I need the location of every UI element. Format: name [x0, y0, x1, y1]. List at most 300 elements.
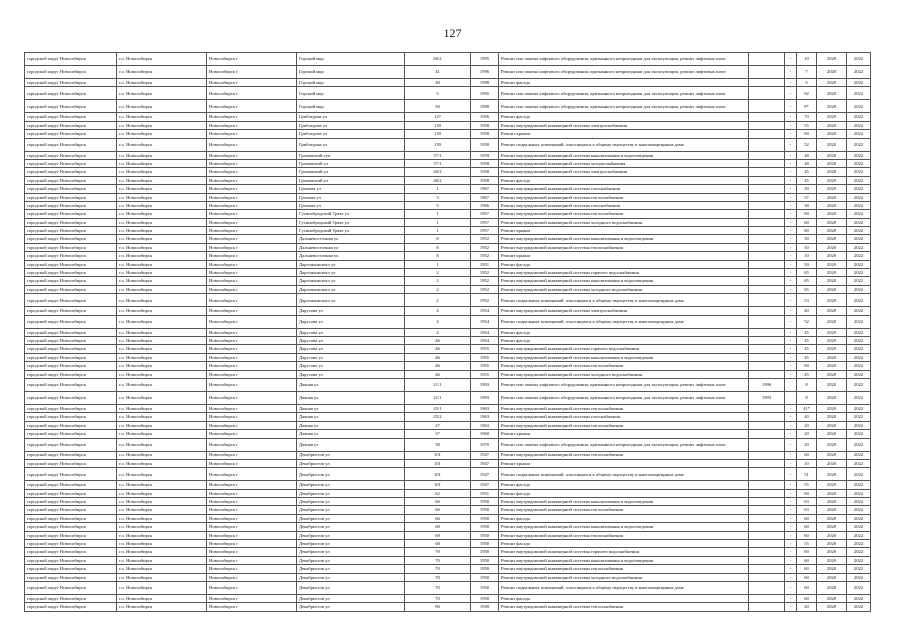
- dash-cell: -: [785, 468, 797, 481]
- district-cell: городской округ Новосибирск: [25, 498, 117, 506]
- start-year-cell: 2020: [817, 594, 847, 602]
- settlement-cell: Новосибирск г: [207, 438, 297, 451]
- dash-cell: -: [785, 269, 797, 277]
- dash-cell: -: [785, 459, 797, 467]
- district-cell: городской округ Новосибирск: [25, 548, 117, 556]
- street-cell: Дачная ул: [297, 378, 405, 391]
- build-year-cell: 1950: [471, 594, 499, 602]
- extra-year-cell: [749, 404, 785, 412]
- dash-cell: -: [785, 353, 797, 361]
- cost-cell: 10: [797, 53, 817, 66]
- street-cell: Громовский туп: [297, 151, 405, 159]
- extra-year-cell: [749, 269, 785, 277]
- house-number-cell: 46: [405, 353, 471, 361]
- district-cell: городской округ Новосибирск: [25, 468, 117, 481]
- dash-cell: -: [785, 315, 797, 328]
- build-year-cell: 1952: [471, 285, 499, 293]
- end-year-cell: 2022: [847, 100, 871, 113]
- district-cell: городской округ Новосибирск: [25, 151, 117, 159]
- table-row: [25, 540, 871, 548]
- extra-year-cell: [749, 451, 785, 459]
- municipality-cell: г.о. Новосибирск: [117, 307, 207, 315]
- dash-cell: -: [785, 193, 797, 201]
- extra-year-cell: [749, 345, 785, 353]
- municipality-cell: г.о. Новосибирск: [117, 498, 207, 506]
- house-number-cell: 46: [405, 370, 471, 378]
- work-type-cell: Ремонт или замена лифтового оборудования, признанного непригодным для эксплуатации, ремонт лифтовых шахт: [499, 87, 749, 100]
- extra-year-cell: [749, 285, 785, 293]
- extra-year-cell: [749, 87, 785, 100]
- build-year-cell: 1958: [471, 176, 499, 184]
- district-cell: городской округ Новосибирск: [25, 121, 117, 129]
- extra-year-cell: [749, 565, 785, 573]
- build-year-cell: 1952: [471, 269, 499, 277]
- start-year-cell: 2020: [817, 581, 847, 594]
- build-year-cell: 1955: [471, 370, 499, 378]
- dash-cell: -: [785, 404, 797, 412]
- end-year-cell: 2022: [847, 277, 871, 285]
- street-cell: Громова ул: [297, 185, 405, 193]
- cost-cell: 65: [797, 277, 817, 285]
- district-cell: городской округ Новосибирск: [25, 193, 117, 201]
- municipality-cell: г.о. Новосибирск: [117, 130, 207, 138]
- settlement-cell: Новосибирск г: [207, 100, 297, 113]
- settlement-cell: Новосибирск г: [207, 413, 297, 421]
- cost-cell: 53: [797, 294, 817, 307]
- work-type-cell: Ремонт внутридомовой инженерной системы теплоснабжения: [499, 565, 749, 573]
- extra-year-cell: 1996: [749, 378, 785, 391]
- street-cell: Декабристов ул: [297, 581, 405, 594]
- build-year-cell: 1954: [471, 336, 499, 344]
- start-year-cell: 2020: [817, 285, 847, 293]
- end-year-cell: 2022: [847, 79, 871, 87]
- start-year-cell: 2020: [817, 294, 847, 307]
- street-cell: Дальневосточная ул: [297, 252, 405, 260]
- build-year-cell: 1951: [471, 489, 499, 497]
- municipality-cell: г.о. Новосибирск: [117, 548, 207, 556]
- municipality-cell: г.о. Новосибирск: [117, 481, 207, 489]
- end-year-cell: 2022: [847, 53, 871, 66]
- cost-cell: 50: [797, 243, 817, 251]
- cost-cell: 50: [797, 260, 817, 268]
- build-year-cell: 1947: [471, 468, 499, 481]
- end-year-cell: 2022: [847, 138, 871, 151]
- work-type-cell: Ремонт внутридомовой инженерной системы теплоснабжения: [499, 210, 749, 218]
- table-row: [25, 362, 871, 370]
- start-year-cell: 2020: [817, 79, 847, 87]
- settlement-cell: Новосибирск г: [207, 260, 297, 268]
- table-row: [25, 498, 871, 506]
- end-year-cell: 2022: [847, 294, 871, 307]
- end-year-cell: 2022: [847, 438, 871, 451]
- work-type-cell: Ремонт крыши: [499, 252, 749, 260]
- street-cell: Дальневосточная ул: [297, 235, 405, 243]
- end-year-cell: 2022: [847, 193, 871, 201]
- district-cell: городской округ Новосибирск: [25, 523, 117, 531]
- cost-cell: 60: [797, 565, 817, 573]
- end-year-cell: 2022: [847, 404, 871, 412]
- work-type-cell: Ремонт крыши: [499, 130, 749, 138]
- start-year-cell: 2020: [817, 176, 847, 184]
- district-cell: городской округ Новосибирск: [25, 506, 117, 514]
- table-row: [25, 193, 871, 201]
- start-year-cell: 2020: [817, 113, 847, 121]
- municipality-cell: г.о. Новосибирск: [117, 531, 207, 539]
- build-year-cell: 1950: [471, 581, 499, 594]
- municipality-cell: г.о. Новосибирск: [117, 459, 207, 467]
- start-year-cell: 2020: [817, 556, 847, 564]
- house-number-cell: 5: [405, 201, 471, 209]
- house-number-cell: 2: [405, 285, 471, 293]
- settlement-cell: Новосибирск г: [207, 168, 297, 176]
- municipality-cell: г.о. Новосибирск: [117, 252, 207, 260]
- settlement-cell: Новосибирск г: [207, 481, 297, 489]
- end-year-cell: 2022: [847, 243, 871, 251]
- end-year-cell: 2022: [847, 168, 871, 176]
- house-number-cell: 68: [405, 540, 471, 548]
- settlement-cell: Новосибирск г: [207, 404, 297, 412]
- extra-year-cell: [749, 168, 785, 176]
- settlement-cell: Новосибирск г: [207, 594, 297, 602]
- dash-cell: -: [785, 540, 797, 548]
- start-year-cell: 2020: [817, 218, 847, 226]
- extra-year-cell: [749, 594, 785, 602]
- build-year-cell: 1958: [471, 130, 499, 138]
- work-type-cell: Ремонт внутридомовой инженерной системы холодного водоснабжения: [499, 285, 749, 293]
- street-cell: Даргомыжского ул: [297, 285, 405, 293]
- extra-year-cell: [749, 438, 785, 451]
- district-cell: городской округ Новосибирск: [25, 252, 117, 260]
- build-year-cell: 1947: [471, 459, 499, 467]
- settlement-cell: Новосибирск г: [207, 252, 297, 260]
- house-number-cell: 2: [405, 269, 471, 277]
- district-cell: городской округ Новосибирск: [25, 581, 117, 594]
- extra-year-cell: [749, 243, 785, 251]
- street-cell: Декабристов ул: [297, 573, 405, 581]
- district-cell: городской округ Новосибирск: [25, 277, 117, 285]
- work-type-cell: Ремонт подвальных помещений, относящихся к общему имуществу в многоквартирном доме: [499, 468, 749, 481]
- table-row: [25, 294, 871, 307]
- start-year-cell: 2020: [817, 506, 847, 514]
- house-number-cell: 68: [405, 523, 471, 531]
- end-year-cell: 2022: [847, 252, 871, 260]
- district-cell: городской округ Новосибирск: [25, 79, 117, 87]
- district-cell: городской округ Новосибирск: [25, 176, 117, 184]
- table-row: [25, 594, 871, 602]
- build-year-cell: 1998: [471, 79, 499, 87]
- build-year-cell: 1952: [471, 277, 499, 285]
- dash-cell: -: [785, 489, 797, 497]
- district-cell: городской округ Новосибирск: [25, 430, 117, 438]
- settlement-cell: Новосибирск г: [207, 79, 297, 87]
- district-cell: городской округ Новосибирск: [25, 100, 117, 113]
- start-year-cell: 2020: [817, 159, 847, 167]
- settlement-cell: Новосибирск г: [207, 468, 297, 481]
- table-row: [25, 404, 871, 412]
- dash-cell: -: [785, 362, 797, 370]
- house-number-cell: 70: [405, 594, 471, 602]
- table-row: [25, 378, 871, 391]
- dash-cell: -: [785, 565, 797, 573]
- house-number-cell: 70: [405, 565, 471, 573]
- house-number-cell: 4: [405, 307, 471, 315]
- settlement-cell: Новосибирск г: [207, 391, 297, 404]
- cost-cell: 20: [797, 603, 817, 611]
- start-year-cell: 2020: [817, 168, 847, 176]
- district-cell: городской округ Новосибирск: [25, 514, 117, 522]
- end-year-cell: 2022: [847, 594, 871, 602]
- extra-year-cell: [749, 121, 785, 129]
- end-year-cell: 2022: [847, 260, 871, 268]
- build-year-cell: 1950: [471, 514, 499, 522]
- extra-year-cell: [749, 481, 785, 489]
- work-type-cell: Ремонт подвальных помещений, относящихся к общему имуществу в многоквартирном доме: [499, 138, 749, 151]
- work-type-cell: Ремонт внутридомовой инженерной системы газоснабжения: [499, 201, 749, 209]
- end-year-cell: 2022: [847, 489, 871, 497]
- work-type-cell: Ремонт внутридомовой инженерной системы теплоснабжения: [499, 421, 749, 429]
- house-number-cell: 46: [405, 336, 471, 344]
- settlement-cell: Новосибирск г: [207, 362, 297, 370]
- cost-cell: 60: [797, 556, 817, 564]
- start-year-cell: 2020: [817, 315, 847, 328]
- dash-cell: -: [785, 523, 797, 531]
- municipality-cell: г.о. Новосибирск: [117, 404, 207, 412]
- end-year-cell: 2022: [847, 307, 871, 315]
- district-cell: городской округ Новосибирск: [25, 556, 117, 564]
- municipality-cell: г.о. Новосибирск: [117, 53, 207, 66]
- district-cell: городской округ Новосибирск: [25, 87, 117, 100]
- extra-year-cell: [749, 370, 785, 378]
- street-cell: Даргомыжского ул: [297, 260, 405, 268]
- house-number-cell: 139: [405, 138, 471, 151]
- work-type-cell: Ремонт или замена лифтового оборудования, признанного непригодным для эксплуатации, ремонт лифтовых шахт: [499, 53, 749, 66]
- house-number-cell: 46: [405, 345, 471, 353]
- end-year-cell: 2022: [847, 548, 871, 556]
- table-row: [25, 514, 871, 522]
- build-year-cell: 1955: [471, 362, 499, 370]
- settlement-cell: Новосибирск г: [207, 277, 297, 285]
- dash-cell: -: [785, 210, 797, 218]
- cost-cell: 48: [797, 151, 817, 159]
- house-number-cell: 1: [405, 218, 471, 226]
- house-number-cell: 38: [405, 438, 471, 451]
- work-type-cell: Ремонт внутридомовой инженерной системы теплоснабжения: [499, 506, 749, 514]
- build-year-cell: 1950: [471, 548, 499, 556]
- settlement-cell: Новосибирск г: [207, 66, 297, 79]
- district-cell: городской округ Новосибирск: [25, 489, 117, 497]
- end-year-cell: 2022: [847, 113, 871, 121]
- dash-cell: -: [785, 581, 797, 594]
- district-cell: городской округ Новосибирск: [25, 413, 117, 421]
- district-cell: городской округ Новосибирск: [25, 235, 117, 243]
- work-type-cell: Ремонт или замена лифтового оборудования, признанного непригодным для эксплуатации, ремонт лифтовых шахт: [499, 391, 749, 404]
- extra-year-cell: 1993: [749, 391, 785, 404]
- cost-cell: 60: [797, 594, 817, 602]
- extra-year-cell: [749, 413, 785, 421]
- extra-year-cell: [749, 459, 785, 467]
- municipality-cell: г.о. Новосибирск: [117, 378, 207, 391]
- build-year-cell: 1958: [471, 138, 499, 151]
- municipality-cell: г.о. Новосибирск: [117, 315, 207, 328]
- municipality-cell: г.о. Новосибирск: [117, 193, 207, 201]
- table-row: [25, 66, 871, 79]
- district-cell: городской округ Новосибирск: [25, 243, 117, 251]
- house-number-cell: 2: [405, 277, 471, 285]
- street-cell: Горский мкр: [297, 66, 405, 79]
- dash-cell: -: [785, 138, 797, 151]
- cost-cell: 20: [797, 438, 817, 451]
- table-row: [25, 260, 871, 268]
- settlement-cell: Новосибирск г: [207, 498, 297, 506]
- extra-year-cell: [749, 514, 785, 522]
- street-cell: Декабристов ул: [297, 556, 405, 564]
- district-cell: городской округ Новосибирск: [25, 159, 117, 167]
- table-row: [25, 421, 871, 429]
- municipality-cell: г.о. Новосибирск: [117, 430, 207, 438]
- work-type-cell: Ремонт внутридомовой инженерной системы теплоснабжения: [499, 404, 749, 412]
- dash-cell: -: [785, 168, 797, 176]
- dash-cell: -: [785, 421, 797, 429]
- start-year-cell: 2020: [817, 345, 847, 353]
- dash-cell: -: [785, 130, 797, 138]
- district-cell: городской округ Новосибирск: [25, 185, 117, 193]
- end-year-cell: 2022: [847, 201, 871, 209]
- house-number-cell: 139: [405, 130, 471, 138]
- end-year-cell: 2022: [847, 498, 871, 506]
- dash-cell: -: [785, 336, 797, 344]
- work-type-cell: Ремонт внутридомовой инженерной системы газоснабжения: [499, 185, 749, 193]
- end-year-cell: 2022: [847, 210, 871, 218]
- settlement-cell: Новосибирск г: [207, 243, 297, 251]
- start-year-cell: 2020: [817, 523, 847, 531]
- work-type-cell: Ремонт внутридомовой инженерной системы теплоснабжения: [499, 603, 749, 611]
- build-year-cell: 1950: [471, 523, 499, 531]
- municipality-cell: г.о. Новосибирск: [117, 227, 207, 235]
- settlement-cell: Новосибирск г: [207, 556, 297, 564]
- municipality-cell: г.о. Новосибирск: [117, 121, 207, 129]
- build-year-cell: 1970: [471, 438, 499, 451]
- municipality-cell: г.о. Новосибирск: [117, 603, 207, 611]
- district-cell: городской округ Новосибирск: [25, 438, 117, 451]
- end-year-cell: 2022: [847, 159, 871, 167]
- end-year-cell: 2022: [847, 328, 871, 336]
- municipality-cell: г.о. Новосибирск: [117, 353, 207, 361]
- municipality-cell: г.о. Новосибирск: [117, 168, 207, 176]
- cost-cell: 45: [797, 370, 817, 378]
- municipality-cell: г.о. Новосибирск: [117, 210, 207, 218]
- build-year-cell: 1957: [471, 210, 499, 218]
- extra-year-cell: [749, 603, 785, 611]
- municipality-cell: г.о. Новосибирск: [117, 594, 207, 602]
- settlement-cell: Новосибирск г: [207, 565, 297, 573]
- street-cell: Громова ул: [297, 193, 405, 201]
- build-year-cell: 1947: [471, 481, 499, 489]
- dash-cell: -: [785, 506, 797, 514]
- work-type-cell: Ремонт фасада: [499, 481, 749, 489]
- house-number-cell: 3: [405, 193, 471, 201]
- settlement-cell: Новосибирск г: [207, 353, 297, 361]
- end-year-cell: 2022: [847, 227, 871, 235]
- cost-cell: 5: [797, 79, 817, 87]
- settlement-cell: Новосибирск г: [207, 370, 297, 378]
- district-cell: городской округ Новосибирск: [25, 168, 117, 176]
- build-year-cell: 1967: [471, 193, 499, 201]
- district-cell: городской округ Новосибирск: [25, 210, 117, 218]
- build-year-cell: 1996: [471, 66, 499, 79]
- build-year-cell: 1951: [471, 260, 499, 268]
- cost-cell: 92: [797, 87, 817, 100]
- street-cell: Дальневосточная ул: [297, 243, 405, 251]
- municipality-cell: г.о. Новосибирск: [117, 151, 207, 159]
- house-number-cell: 70: [405, 556, 471, 564]
- start-year-cell: 2020: [817, 151, 847, 159]
- start-year-cell: 2020: [817, 66, 847, 79]
- dash-cell: -: [785, 573, 797, 581]
- cost-cell: 60: [797, 581, 817, 594]
- dash-cell: -: [785, 260, 797, 268]
- work-type-cell: Ремонт или замена лифтового оборудования, признанного непригодным для эксплуатации, ремонт лифтовых шахт: [499, 438, 749, 451]
- district-cell: городской округ Новосибирск: [25, 531, 117, 539]
- work-type-cell: Ремонт внутридомовой инженерной системы теплоснабжения: [499, 531, 749, 539]
- start-year-cell: 2020: [817, 269, 847, 277]
- dash-cell: -: [785, 201, 797, 209]
- build-year-cell: 1957: [471, 218, 499, 226]
- settlement-cell: Новосибирск г: [207, 121, 297, 129]
- end-year-cell: 2022: [847, 130, 871, 138]
- street-cell: Грибоедова ул: [297, 130, 405, 138]
- table-row: [25, 252, 871, 260]
- cost-cell: 60: [797, 573, 817, 581]
- cost-cell: 60: [797, 130, 817, 138]
- work-type-cell: Ремонт внутридомовой инженерной системы электроснабжения: [499, 168, 749, 176]
- municipality-cell: г.о. Новосибирск: [117, 159, 207, 167]
- district-cell: городской округ Новосибирск: [25, 594, 117, 602]
- cost-cell: 40: [797, 307, 817, 315]
- end-year-cell: 2022: [847, 218, 871, 226]
- extra-year-cell: [749, 489, 785, 497]
- street-cell: Громова ул: [297, 201, 405, 209]
- extra-year-cell: [749, 159, 785, 167]
- street-cell: Дачная ул: [297, 404, 405, 412]
- table-row: [25, 235, 871, 243]
- house-number-cell: 68: [405, 531, 471, 539]
- dash-cell: -: [785, 66, 797, 79]
- end-year-cell: 2022: [847, 176, 871, 184]
- table-row: [25, 176, 871, 184]
- start-year-cell: 2020: [817, 378, 847, 391]
- end-year-cell: 2022: [847, 565, 871, 573]
- municipality-cell: г.о. Новосибирск: [117, 79, 207, 87]
- extra-year-cell: [749, 540, 785, 548]
- end-year-cell: 2022: [847, 362, 871, 370]
- build-year-cell: 1966: [471, 201, 499, 209]
- street-cell: Декабристов ул: [297, 540, 405, 548]
- cost-cell: 55: [797, 121, 817, 129]
- build-year-cell: 1967: [471, 185, 499, 193]
- street-cell: Дарусова ул: [297, 315, 405, 328]
- district-cell: городской округ Новосибирск: [25, 315, 117, 328]
- cost-cell: 41*: [797, 404, 817, 412]
- table-row: [25, 307, 871, 315]
- dash-cell: -: [785, 413, 797, 421]
- house-number-cell: 62: [405, 489, 471, 497]
- cost-cell: 8*: [797, 100, 817, 113]
- settlement-cell: Новосибирск г: [207, 336, 297, 344]
- table-row: [25, 285, 871, 293]
- municipality-cell: г.о. Новосибирск: [117, 66, 207, 79]
- district-cell: городской округ Новосибирск: [25, 573, 117, 581]
- table-row: [25, 353, 871, 361]
